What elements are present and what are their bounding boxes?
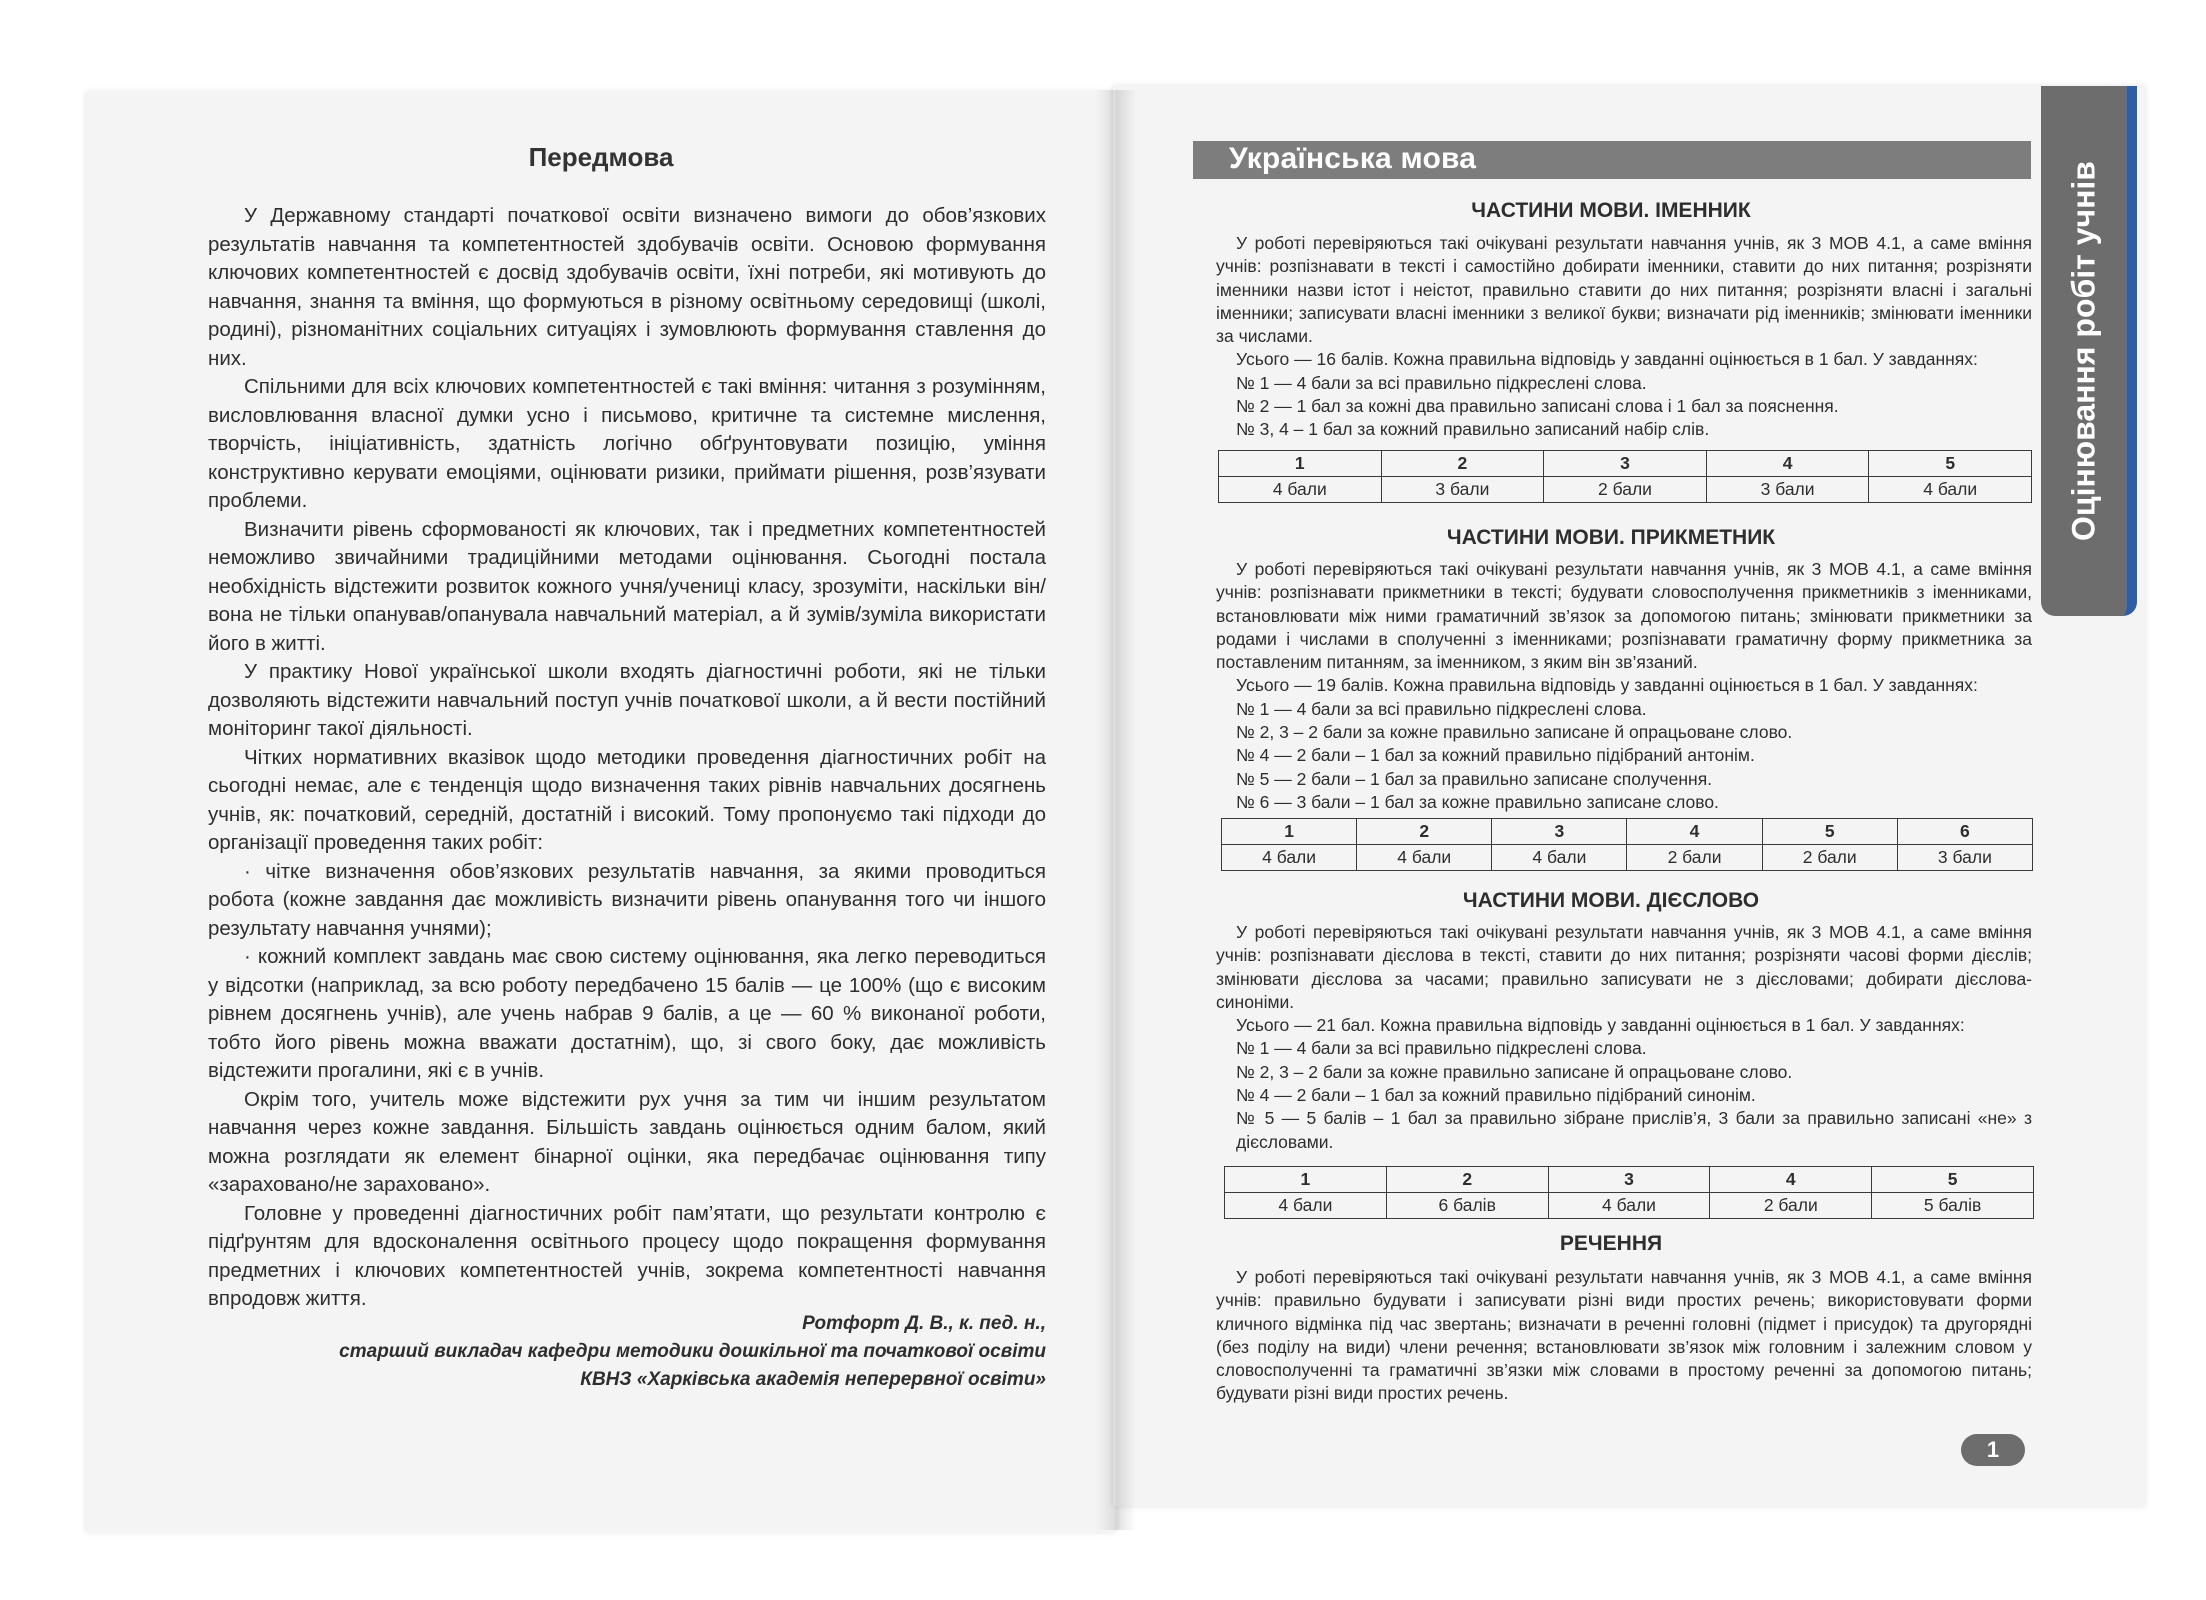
- preface-paragraph: Визначити рівень сформованості як ключових, так і предметних компетентностей неможливо звичайними традиційними методами оцінювання. Сьогодні постала необхідність відстежити розвиток кожного учня/учениці класу, зрозуміти, наскільки він/вона не тільки опанував/опанувала навчальний матеріал, а й зумів/зуміла використати його в житті.: [208, 517, 1046, 655]
- section-item: № 5 — 5 балів – 1 бал за правильно зібране прислів’я, 3 бали за правильно записані «не» з дієсловами.: [1236, 1108, 2032, 1152]
- table-header-cell: 5: [1869, 451, 2032, 477]
- section-item: № 2, 3 – 2 бали за кожне правильно записане й опрацьоване слово.: [1236, 1061, 1793, 1082]
- table-cell: 2 бали: [1762, 845, 1897, 871]
- side-tab-label: Оцінювання робіт учнів: [2065, 161, 2102, 541]
- table-cell: 4 бали: [1225, 1193, 1387, 1219]
- section-total: Усього — 21 бал. Кожна правильна відповідь у завданні оцінюється в 1 бал. У завданнях:: [1236, 1015, 1965, 1036]
- table-header-cell: 4: [1627, 819, 1762, 845]
- preface-paragraph: Окрім того, учитель може відстежити рух учня за тим чи іншим результатом навчання через кожне завдання. Більшість завдань оцінюється одним балом, який можна розглядати як елемент бінарної оцінки, яка передбачає оцінювання типу «зараховано/не зараховано».: [208, 1087, 1046, 1196]
- section-item: № 5 — 2 бали – 1 бал за правильно записане сполучення.: [1236, 768, 1713, 789]
- section-title: ЧАСТИНИ МОВИ. ДІЄСЛОВО: [1462, 889, 1760, 912]
- left-page: [86, 92, 1116, 1532]
- table-cell: 3 бали: [1706, 477, 1869, 503]
- table-header-cell: 5: [1762, 819, 1897, 845]
- section-item: № 4 — 2 бали – 1 бал за кожний правильно підібраний синонім.: [1236, 1085, 1756, 1106]
- subject-title: Українська мова: [1229, 142, 1477, 175]
- preface-body: [208, 202, 1046, 1314]
- score-table: [1224, 1166, 2034, 1219]
- section-item: № 3, 4 – 1 бал за кожний правильно записаний набір слів.: [1236, 419, 1710, 440]
- preface-bullet: · кожний комплект завдань має свою систему оцінювання, яка легко переводиться у відсотки (наприклад, за всю роботу передбачено 15 балів — це 100% (що є високим рівнем досягнень учнів), але учень набрав 9 балів, а це — 60 % виконаної роботи, тобто його рівень можна вважати достатнім), що, зі свого боку, дає можливість відстежити прогалини, які є в учнів.: [208, 945, 1046, 1082]
- right-page: [1113, 86, 2145, 1506]
- table-header-cell: 2: [1381, 451, 1544, 477]
- table-header-cell: 4: [1710, 1167, 1872, 1193]
- table-header-cell: 1: [1225, 1167, 1387, 1193]
- section-item: № 1 — 4 бали за всі правильно підкреслені слова.: [1236, 1038, 1647, 1059]
- table-cell: 4 бали: [1869, 477, 2032, 503]
- table-cell: 2 бали: [1710, 1193, 1872, 1219]
- score-table: [1221, 818, 2033, 871]
- section-body: [1216, 1266, 2032, 1406]
- table-header-cell: 3: [1548, 1167, 1710, 1193]
- preface-bullet: · чітке визначення обов’язкових результатів навчання, за якими проводиться робота (кожне завдання дає можливість визначити рівень опанування того чи іншого результату навчання учнями);: [208, 859, 1046, 940]
- preface-signature: [146, 1310, 1046, 1394]
- table-cell: 3 бали: [1897, 845, 2032, 871]
- book-gutter: [1096, 90, 1136, 1530]
- table-header-cell: 5: [1872, 1167, 2034, 1193]
- section-item: № 2 — 1 бал за кожні два правильно записані слова і 1 бал за пояснення.: [1236, 396, 1839, 417]
- signature-line: старший викладач кафедри методики дошкільної та початкової освіти: [339, 1341, 1046, 1362]
- table-cell: 6 балів: [1386, 1193, 1548, 1219]
- section-title: ЧАСТИНИ МОВИ. ПРИКМЕТНИК: [1446, 526, 1776, 549]
- section-item: № 4 — 2 бали – 1 бал за кожний правильно підібраний антонім.: [1236, 745, 1755, 766]
- score-table: [1218, 450, 2032, 503]
- section-intro: У роботі перевіряються такі очікувані результати навчання учнів, як 3 МОВ 4.1, а саме вміння учнів: розпізнавати прикметники в тексті; будувати словосполучення прикметників з іменниками, встановлювати між ними граматичний зв’язок за допомогою питань; змінювати прикметники за родами і числами в сполученні з іменниками; розпізнавати граматичну форму прикметника за поставленим питанням, за іменником, з яким він зв’язаний.: [1216, 559, 2032, 673]
- preface-title: Передмова: [528, 142, 674, 172]
- table-cell: 5 балів: [1872, 1193, 2034, 1219]
- section-item: № 6 — 3 бали – 1 бал за кожне правильно записане слово.: [1236, 791, 1719, 812]
- table-cell: 4 бали: [1219, 477, 1382, 503]
- signature-line: Ротфорт Д. В., к. пед. н.,: [802, 1313, 1046, 1334]
- page-number: 1: [1961, 1434, 2025, 1466]
- table-header-cell: 4: [1706, 451, 1869, 477]
- preface-paragraph: У Державному стандарті початкової освіти визначено вимоги до обов’язкових результатів навчання та компетентностей здобувачів освіти. Основою формування ключових компетентностей є досвід здобувачів освіти, їхні потреби, які мотивують до навчання, знання та вміння, що формуються в різному освітньому середовищі (школі, родині), різноманітних соціальних ситуаціях і зумовлюють формування ставлення до них.: [208, 204, 1046, 370]
- section-item: № 1 — 4 бали за всі правильно підкреслені слова.: [1236, 698, 1647, 719]
- table-cell: 4 бали: [1222, 845, 1357, 871]
- section-title: РЕЧЕННЯ: [1559, 1232, 1663, 1255]
- preface-paragraph: Головне у проведенні діагностичних робіт пам’ятати, що результати контролю є підґрунтям для вдосконалення освітнього процесу щодо покращення формування предметних і ключових компетентностей учнів, зокрема компетентності навчання впродовж життя.: [208, 1201, 1046, 1310]
- section-intro: У роботі перевіряються такі очікувані результати навчання учнів, як 3 МОВ 4.1, а саме вміння учнів: розпізнавати дієслова в тексті, ставити до них питання; розрізняти часові форми дієслів; змінювати дієслова за часами; правильно записувати не з дієсловами; добирати дієслова-синоніми.: [1216, 922, 2032, 1012]
- table-header-cell: 1: [1222, 819, 1357, 845]
- table-cell: 2 бали: [1627, 845, 1762, 871]
- preface-paragraph: У практику Нової української школи входять діагностичні роботи, які не тільки дозволяють відстежити навчальний поступ учнів початкової школи, а й вести постійний моніторинг такої діяльності.: [208, 660, 1046, 740]
- section-body: [1216, 921, 2032, 1154]
- section-body: [1216, 232, 2032, 442]
- section-intro: У роботі перевіряються такі очікувані результати навчання учнів, як 3 МОВ 4.1, а саме вміння учнів: розпізнавати в тексті і самостійно добирати іменники, ставити до них питання; розрізняти іменники назви істот і неістот, правильно ставити до них питання; розрізняти власні і загальні іменники; записувати власні іменники з великої букви; визначати рід іменників; змінювати іменники за числами.: [1216, 233, 2032, 347]
- table-cell: 4 бали: [1492, 845, 1627, 871]
- preface-paragraph: Спільними для всіх ключових компетентностей є такі вміння: читання з розумінням, висловлювання власної думки усно і письмово, критичне та системне мислення, творчість, ініціативність, здатність логічно обґрунтовувати позицію, уміння конструктивно керувати емоціями, оцінювати ризики, приймати рішення, розв’язувати проблеми.: [208, 375, 1046, 512]
- section-total: Усього — 19 балів. Кожна правильна відповідь у завданні оцінюється в 1 бал. У завданнях:: [1236, 675, 1978, 696]
- table-cell: 3 бали: [1381, 477, 1544, 503]
- table-cell: 2 бали: [1544, 477, 1707, 503]
- section-intro: У роботі перевіряються такі очікувані результати навчання учнів, як 3 МОВ 4.1, а саме вміння учнів: правильно будувати і записувати різні види простих речень; використовувати форми кличного відмінка під час звертань; визначати в реченні головні (підмет і присудок) та другорядні (без поділу на види) члени речення; встановлювати зв’язок між головним і залежним словом у словосполученні та граматичні зв’язки між словами в простому реченні за допомогою питань; будувати різні види простих речень.: [1216, 1267, 2032, 1404]
- table-header-cell: 1: [1219, 451, 1382, 477]
- signature-line: КВНЗ «Харківська академія неперервної освіти»: [580, 1369, 1046, 1390]
- section-item: № 2, 3 – 2 бали за кожне правильно записане й опрацьоване слово.: [1236, 722, 1793, 743]
- table-header-cell: 2: [1357, 819, 1492, 845]
- table-cell: 4 бали: [1357, 845, 1492, 871]
- subject-header-band: [1193, 141, 2031, 179]
- side-tab: [2041, 86, 2137, 616]
- table-header-cell: 3: [1544, 451, 1707, 477]
- section-body: [1216, 558, 2032, 814]
- section-item: № 1 — 4 бали за всі правильно підкреслені слова.: [1236, 372, 1647, 393]
- section-title: ЧАСТИНИ МОВИ. ІМЕННИК: [1471, 199, 1751, 222]
- preface-paragraph: Чітких нормативних вказівок щодо методики проведення діагностичних робіт на сьогодні немає, але є тенденція щодо визначення таких рівнів навчальних досягнень учнів, як: початковий, середній, достатній і високий. Тому пропонуємо такі підходи до організації проведення таких робіт:: [208, 745, 1046, 854]
- table-cell: 4 бали: [1548, 1193, 1710, 1219]
- table-header-cell: 2: [1386, 1167, 1548, 1193]
- table-header-cell: 6: [1897, 819, 2032, 845]
- table-header-cell: 3: [1492, 819, 1627, 845]
- section-total: Усього — 16 балів. Кожна правильна відповідь у завданні оцінюється в 1 бал. У завданнях:: [1236, 349, 1978, 370]
